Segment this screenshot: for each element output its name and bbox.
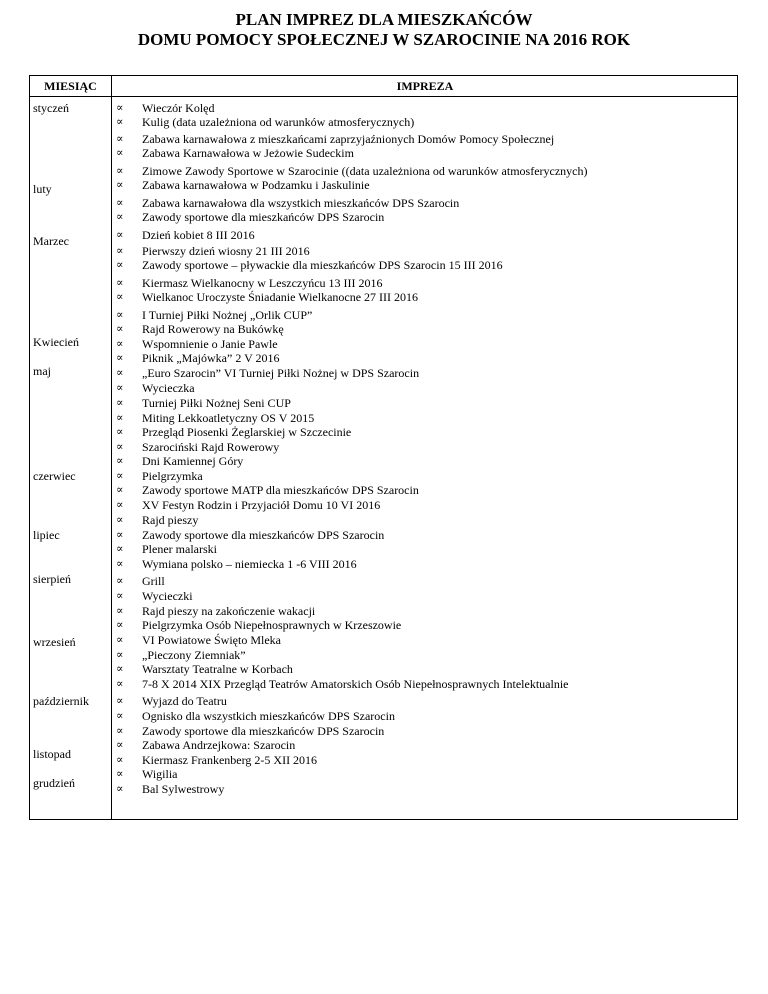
bullet-icon: ∝ — [116, 619, 124, 631]
month-label: wrzesień — [33, 635, 76, 649]
event-item: Wyjazd do Teatru — [142, 694, 227, 708]
month-label: grudzień — [33, 776, 75, 790]
month-label: luty — [33, 182, 52, 196]
event-item: „Euro Szarocin” VI Turniej Piłki Nożnej w DPS Szarocin — [142, 366, 420, 380]
event-item: Zabawa Andrzejkowa: Szarocin — [142, 738, 296, 752]
bullet-icon: ∝ — [116, 197, 124, 209]
bullet-icon: ∝ — [116, 590, 124, 602]
bullet-icon: ∝ — [116, 605, 124, 617]
month-label: lipiec — [33, 528, 60, 542]
event-item: Wymiana polsko – niemiecka 1 -6 VIII 2016 — [142, 557, 357, 571]
event-item: Zawody sportowe dla mieszkańców DPS Szarocin — [142, 528, 385, 542]
bullet-icon: ∝ — [116, 352, 124, 364]
event-item: Wigilia — [142, 767, 178, 781]
bullet-icon: ∝ — [116, 277, 124, 289]
event-item: Turniej Piłki Nożnej Seni CUP — [142, 396, 291, 410]
event-item: Pielgrzymka Osób Niepełnosprawnych w Krzeszowie — [142, 618, 402, 632]
bullet-icon: ∝ — [116, 768, 124, 780]
bullet-icon: ∝ — [116, 543, 124, 555]
event-item: Wycieczka — [142, 381, 195, 395]
bullet-icon: ∝ — [116, 678, 124, 690]
bullet-icon: ∝ — [116, 309, 124, 321]
bullet-icon: ∝ — [116, 211, 124, 223]
bullet-icon: ∝ — [116, 323, 124, 335]
bullet-icon: ∝ — [116, 165, 124, 177]
month-label: maj — [33, 364, 51, 378]
page-title-line-1: PLAN IMPREZ DLA MIESZKAŃCÓW — [235, 10, 533, 29]
bullet-icon: ∝ — [116, 338, 124, 350]
event-item: Kiermasz Frankenberg 2-5 XII 2016 — [142, 753, 318, 767]
event-item: 7-8 X 2014 XIX Przegląd Teatrów Amatorskich Osób Niepełnosprawnych Intelektualnie — [142, 677, 569, 691]
bullet-icon: ∝ — [116, 484, 124, 496]
event-item: Kulig (data uzależniona od warunków atmosferycznych) — [142, 115, 415, 129]
bullet-icon: ∝ — [116, 147, 124, 159]
bullet-icon: ∝ — [116, 710, 124, 722]
event-item: Zimowe Zawody Sportowe w Szarocinie ((data uzależniona od warunków atmosferycznych) — [142, 164, 588, 178]
bullet-icon: ∝ — [116, 382, 124, 394]
bullet-icon: ∝ — [116, 259, 124, 271]
event-item: Zabawa karnawałowa z mieszkańcami zaprzyjaźnionych Domów Pomocy Społecznej — [142, 132, 555, 146]
event-item: Rajd Rowerowy na Bukówkę — [142, 322, 284, 336]
page-title-line-2: DOMU POMOCY SPOŁECZNEJ W SZAROCINIE NA 2016 ROK — [137, 30, 631, 49]
bullet-icon: ∝ — [116, 575, 124, 587]
bullet-icon: ∝ — [116, 725, 124, 737]
event-item: Dni Kamiennej Góry — [142, 454, 244, 468]
event-item: Warsztaty Teatralne w Korbach — [142, 662, 293, 676]
bullet-icon: ∝ — [116, 229, 124, 241]
event-item: VI Powiatowe Święto Mleka — [142, 633, 281, 647]
event-item: Rajd pieszy na zakończenie wakacji — [142, 604, 316, 618]
header-event: IMPREZA — [396, 79, 454, 93]
bullet-icon: ∝ — [116, 179, 124, 191]
bullet-icon: ∝ — [116, 514, 124, 526]
bullet-icon: ∝ — [116, 245, 124, 257]
event-item: Zawody sportowe MATP dla mieszkańców DPS Szarocin — [142, 483, 419, 497]
month-label: październik — [33, 694, 89, 708]
event-item: Zawody sportowe dla mieszkańców DPS Szarocin — [142, 724, 385, 738]
event-item: Zabawa karnawałowa dla wszystkich mieszkańców DPS Szarocin — [142, 196, 460, 210]
bullet-icon: ∝ — [116, 470, 124, 482]
bullet-icon: ∝ — [116, 529, 124, 541]
event-item: Szarociński Rajd Rowerowy — [142, 440, 280, 454]
event-item: Przegląd Piosenki Żeglarskiej w Szczecinie — [142, 425, 352, 439]
month-label: Kwiecień — [33, 335, 79, 349]
month-label: styczeń — [33, 101, 69, 115]
bullet-icon: ∝ — [116, 783, 124, 795]
bullet-icon: ∝ — [116, 634, 124, 646]
bullet-icon: ∝ — [116, 426, 124, 438]
bullet-icon: ∝ — [116, 367, 124, 379]
event-item: Dzień kobiet 8 III 2016 — [142, 228, 255, 242]
month-label: czerwiec — [33, 469, 76, 483]
bullet-icon: ∝ — [116, 739, 124, 751]
events-table — [29, 75, 738, 820]
bullet-icon: ∝ — [116, 558, 124, 570]
event-item: Wspomnienie o Janie Pawle — [142, 337, 278, 351]
bullet-icon: ∝ — [116, 649, 124, 661]
month-label: listopad — [33, 747, 71, 761]
event-item: Wycieczki — [142, 589, 193, 603]
header-month: MIESIĄC — [44, 79, 97, 93]
month-label: Marzec — [33, 234, 69, 248]
event-item: Zawody sportowe dla mieszkańców DPS Szarocin — [142, 210, 385, 224]
bullet-icon: ∝ — [116, 455, 124, 467]
event-item: Zawody sportowe – pływackie dla mieszkańców DPS Szarocin 15 III 2016 — [142, 258, 503, 272]
event-item: Pielgrzymka — [142, 469, 203, 483]
event-item: Rajd pieszy — [142, 513, 199, 527]
bullet-icon: ∝ — [116, 102, 124, 114]
bullet-icon: ∝ — [116, 291, 124, 303]
event-item: Zabawa karnawałowa w Podzamku i Jaskulinie — [142, 178, 370, 192]
event-item: Miting Lekkoatletyczny OS V 2015 — [142, 411, 315, 425]
event-item: XV Festyn Rodzin i Przyjaciół Domu 10 VI 2016 — [142, 498, 381, 512]
bullet-icon: ∝ — [116, 441, 124, 453]
event-item: Grill — [142, 574, 165, 588]
event-item: Kiermasz Wielkanocny w Leszczyńcu 13 III 2016 — [142, 276, 383, 290]
bullet-icon: ∝ — [116, 663, 124, 675]
column-divider — [111, 76, 112, 819]
bullet-icon: ∝ — [116, 499, 124, 511]
month-label: sierpień — [33, 572, 71, 586]
event-item: Plener malarski — [142, 542, 217, 556]
event-item: Ognisko dla wszystkich mieszkańców DPS Szarocin — [142, 709, 395, 723]
event-item: I Turniej Piłki Nożnej „Orlik CUP” — [142, 308, 313, 322]
event-item: Bal Sylwestrowy — [142, 782, 225, 796]
bullet-icon: ∝ — [116, 412, 124, 424]
bullet-icon: ∝ — [116, 397, 124, 409]
event-item: Wielkanoc Uroczyste Śniadanie Wielkanocne 27 III 2016 — [142, 290, 419, 304]
bullet-icon: ∝ — [116, 116, 124, 128]
bullet-icon: ∝ — [116, 695, 124, 707]
event-item: Piknik „Majówka” 2 V 2016 — [142, 351, 280, 365]
event-item: Zabawa Karnawałowa w Jeżowie Sudeckim — [142, 146, 354, 160]
event-item: Wieczór Kolęd — [142, 101, 215, 115]
bullet-icon: ∝ — [116, 133, 124, 145]
bullet-icon: ∝ — [116, 754, 124, 766]
event-item: Pierwszy dzień wiosny 21 III 2016 — [142, 244, 310, 258]
event-item: „Pieczony Ziemniak” — [142, 648, 246, 662]
header-divider — [30, 96, 737, 97]
